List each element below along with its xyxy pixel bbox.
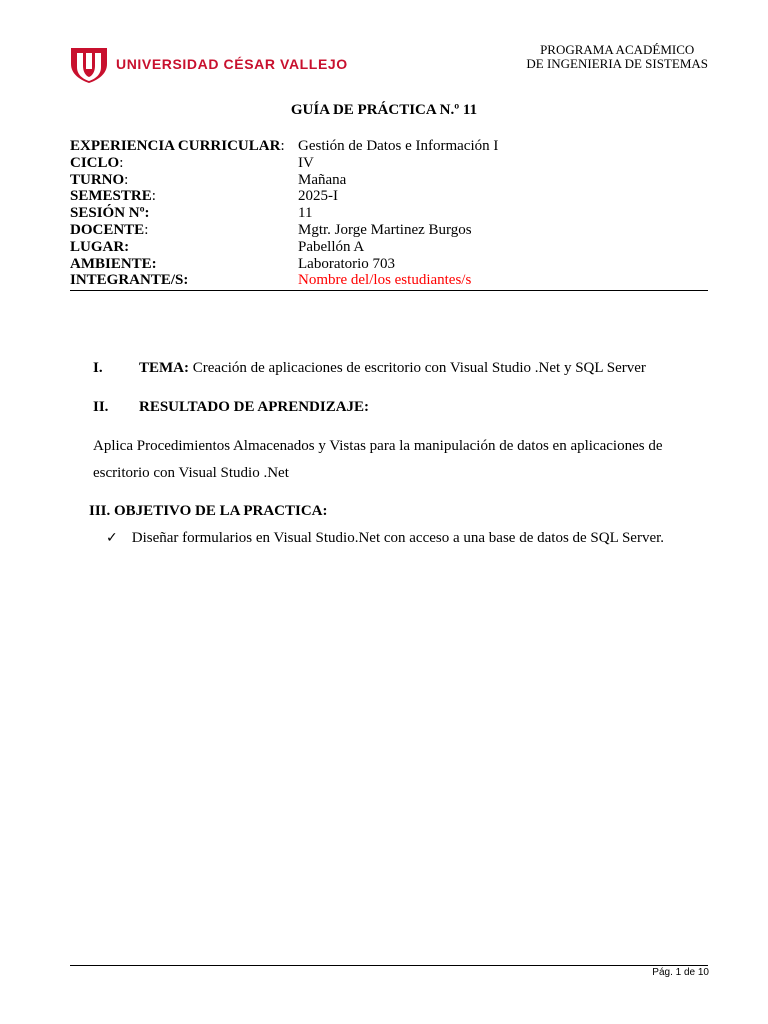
info-value: Pabellón A [298,238,365,255]
section-tema-content [139,360,646,377]
info-row-sesion [70,205,708,222]
info-value: Mgtr. Jorge Martinez Burgos [298,221,472,238]
program-line-1: PROGRAMA ACADÉMICO [540,42,695,57]
objetivo-item [106,530,664,547]
university-logo [70,46,348,84]
info-label: SESIÓN Nº: [70,205,150,222]
info-label: DOCENTE: [70,221,149,238]
info-row-lugar [70,239,708,256]
info-label: AMBIENTE: [70,255,157,272]
footer-divider [70,965,708,966]
info-label: TURNO: [70,171,129,188]
objetivo-item-text: Diseñar formularios en Visual Studio.Net con acceso a una base de datos de SQL Server. [131,530,665,546]
info-row-ciclo [70,155,708,172]
check-icon: ✓ [106,530,118,546]
program-line-2: DE INGENIERIA DE SISTEMAS [526,56,708,71]
info-row-experiencia [70,138,708,155]
course-info-table [70,138,708,291]
info-value: Gestión de Datos e Información I [298,138,499,154]
section-objetivo [89,503,328,520]
info-label: CICLO: [70,154,124,171]
info-value: 2025-I [298,188,338,205]
info-row-turno [70,172,708,189]
resultado-paragraph: Aplica Procedimientos Almacenados y Vistas para la manipulación de datos en aplicaciones de escritorio con Visual Studio .Net [93,438,663,481]
section-number: I. [93,360,103,376]
program-name [526,43,708,71]
info-value: Mañana [298,171,347,188]
info-label: LUGAR: [70,238,130,255]
section-heading: RESULTADO DE APRENDIZAJE: [139,399,370,415]
guide-title: GUÍA DE PRÁCTICA N.º 11 [290,102,478,118]
info-value: IV [298,154,314,171]
section-number: II. [93,399,109,415]
info-row-docente [70,222,708,239]
info-value: Laboratorio 703 [298,255,396,272]
section-heading: TEMA: [139,360,189,376]
info-label: INTEGRANTE/S: [70,272,189,289]
university-name: UNIVERSIDAD CÉSAR VALLEJO [116,56,348,72]
students-placeholder: Nombre del/los estudiantes/s [298,272,472,289]
info-value: 11 [298,205,313,222]
page-number: Pág. 1 de 10 [652,967,709,978]
info-label: SEMESTRE: [70,188,156,205]
info-row-integrantes [70,272,708,289]
university-shield-icon [70,46,108,84]
section-tema-text: Creación de aplicaciones de escritorio con Visual Studio .Net y SQL Server [189,360,646,376]
section-heading: III. OBJETIVO DE LA PRACTICA: [89,503,328,519]
info-row-ambiente [70,256,708,273]
info-row-semestre [70,188,708,205]
info-label: EXPERIENCIA CURRICULAR: [70,138,285,154]
